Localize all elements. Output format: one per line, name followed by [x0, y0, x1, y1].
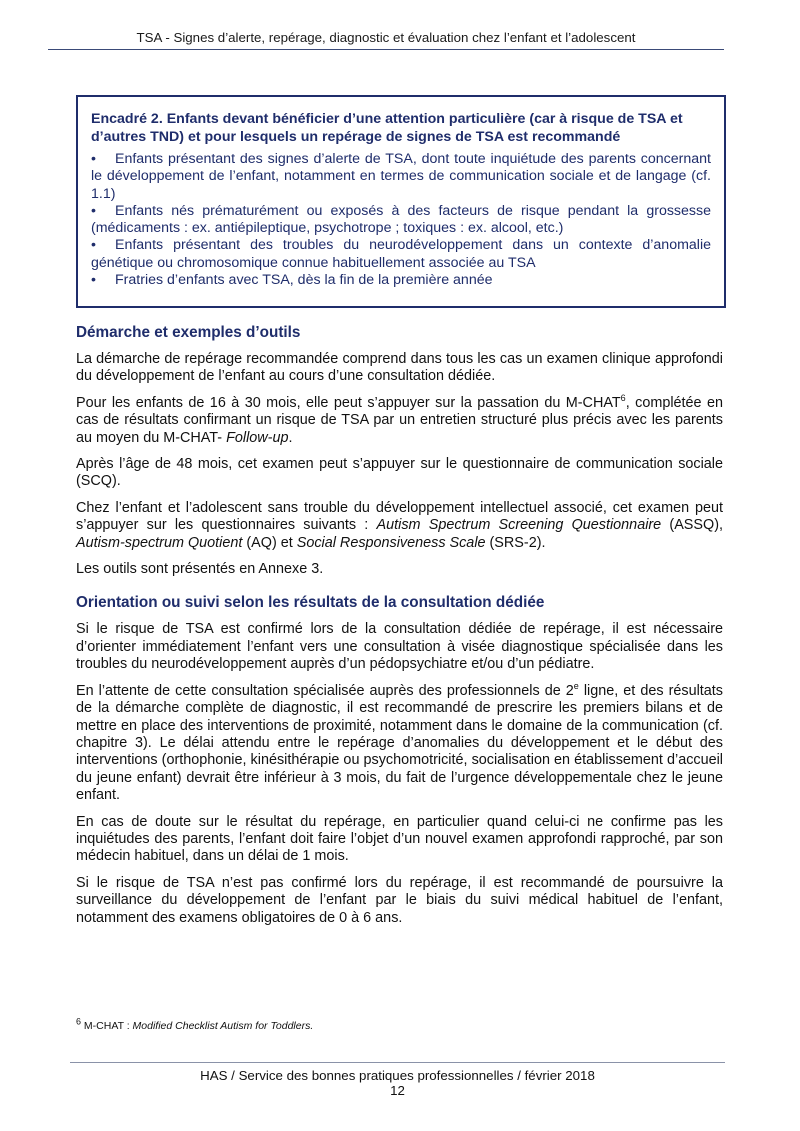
paragraph: Si le risque de TSA est confirmé lors de la consultation dédiée de repérage, il est nécessaire d’orienter immédiatement l’enfant vers une consultation à visée diagnostique spécialisée dans les troubles du neurodéveloppement auprès d’un pédopsychiatre et/ou d’un pédiatre. [76, 621, 723, 673]
box-title: Encadré 2. Enfants devant bénéficier d’une attention particulière (car à risque de TSA et d’autres TND) et pour lesquels un repérage de signes de TSA est recommandé [91, 111, 683, 145]
footer-text: HAS / Service des bonnes pratiques professionnelles / février 2018 [200, 1068, 595, 1083]
box-list-item: • Enfants présentant des troubles du neurodéveloppement dans un contexte d’anomalie génétique ou chromosomique connue habituellement associée au TSA [91, 237, 711, 271]
encadre-2-box [76, 95, 726, 308]
paragraph: Les outils sont présentés en Annexe 3. [76, 561, 324, 578]
bullet-icon: • [91, 272, 96, 289]
box-list-item: • Fratries d’enfants avec TSA, dès la fin de la première année [91, 272, 493, 289]
section-heading-demarche: Démarche et exemples d’outils [76, 324, 301, 341]
paragraph: Pour les enfants de 16 à 30 mois, elle peut s’appuyer sur la passation du M-CHAT$^6$, complétée en cas de résultats confirmant un risque de TSA par un entretien structuré plus précis avec les parents au moyen du M-CHAT- Follow-up. [76, 393, 723, 446]
bullet-icon: • [91, 237, 96, 254]
superscript: e [573, 680, 579, 691]
bullet-icon: • [91, 202, 96, 219]
paragraph: Chez l’enfant et l’adolescent sans trouble du développement intellectuel associé, cet examen peut s’appuyer sur les questionnaires suivants : Autism Spectrum Screening Questionnaire (ASSQ), Autism-spectrum Quotient (AQ) et Social Responsiveness Scale (SRS-2). [76, 499, 723, 551]
box-list [91, 151, 711, 289]
paragraph: Si le risque de TSA n’est pas confirmé lors du repérage, il est recommandé de poursuivre la surveillance du développement de l’enfant par le biais du suivi médical habituel de l’enfant, notamment des examens obligatoires de 0 à 6 ans. [76, 874, 723, 926]
footnote: $^6$ M-CHAT : Modified Checklist Autism for Toddlers. [76, 1016, 314, 1032]
footnote-number: 6 [76, 1016, 82, 1027]
paragraph: La démarche de repérage recommandée comprend dans tous les cas un examen clinique approfondi du développement de l’enfant au cours d’une consultation dédiée. [76, 351, 723, 385]
page-number: 12 [390, 1083, 405, 1098]
box-list-item: • Enfants nés prématurément ou exposés à des facteurs de risque pendant la grossesse (médicaments : ex. antiépileptique, psychotrope ; toxiques : ex. alcool, etc.) [91, 202, 711, 237]
page-footer [70, 1068, 725, 1098]
footnote-ref[interactable]: 6 [620, 393, 626, 404]
section-heading-orientation: Orientation ou suivi selon les résultats de la consultation dédiée [76, 594, 545, 612]
footer-divider [70, 1062, 725, 1063]
running-header: TSA - Signes d’alerte, repérage, diagnostic et évaluation chez l’enfant et l’adolescent [48, 30, 724, 50]
bullet-icon: • [91, 151, 96, 167]
paragraph: Après l’âge de 48 mois, cet examen peut s’appuyer sur le questionnaire de communication sociale (SCQ). [76, 456, 723, 490]
paragraph: En l’attente de cette consultation spécialisée auprès des professionnels de 2e ligne, et des résultats de la démarche complète de diagnostic, il est recommandé de prescrire les premiers bilans et de mettre en place des interventions de proximité, notamment dans le domaine de la communication (cf. chapitre 3). Le délai attendu entre le repérage d’anomalies du développement et le début des interventions (orthophonie, kinésithérapie ou psychomotricité, socialisation en établissement d’accueil du jeune enfant) devrait être inférieur à 3 mois, du fait de l’urgence développementale chez le jeune enfant. [76, 680, 723, 804]
main-content [76, 324, 723, 936]
paragraph: En cas de doute sur le résultat du repérage, en particulier quand celui-ci ne confirme pas les inquiétudes des parents, l’enfant doit faire l’objet d’un nouvel examen approfondi rapproché, par son médecin habituel, dans un délai de 1 mois. [76, 813, 723, 865]
box-list-item: • Enfants présentant des signes d’alerte de TSA, dont toute inquiétude des parents concernant le développement de l’enfant, notamment en termes de communication sociale et de langage (cf. 1.1) [91, 151, 711, 202]
